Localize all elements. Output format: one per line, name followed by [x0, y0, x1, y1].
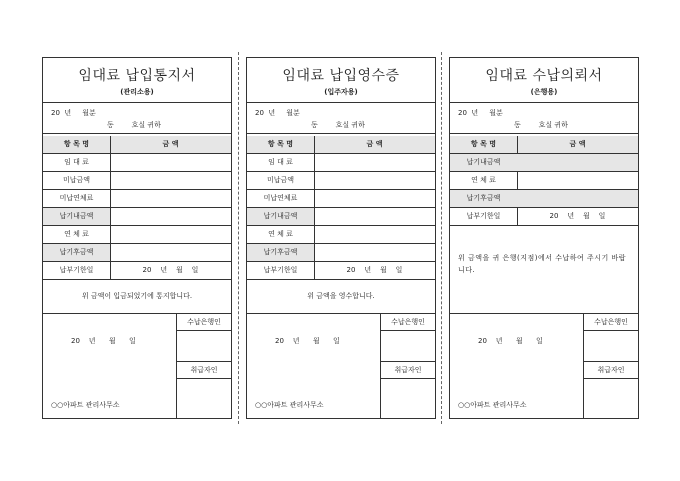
row-value	[314, 244, 435, 261]
row-label: 연 체 료	[43, 226, 111, 243]
row-label: 미납연체료	[43, 190, 111, 207]
form-subtitle: (입주자용)	[324, 88, 358, 96]
table-header	[450, 136, 638, 154]
table-row	[247, 154, 435, 172]
message-text: 위 금액을 귀 은행(지점)에서 수납하여 주시기 바랍니다.	[458, 254, 627, 274]
stamp-column	[176, 314, 231, 418]
row-value	[110, 154, 231, 171]
row-value	[517, 154, 638, 171]
handler-stamp-label: 취급자인	[381, 362, 435, 379]
form-title: 임대료 납입통지서	[78, 68, 196, 84]
table-row	[43, 244, 231, 262]
row-label: 납기내금액	[43, 208, 111, 225]
address-box	[247, 102, 435, 134]
row-value	[314, 190, 435, 207]
header-amount: 금 액	[569, 140, 586, 148]
bank-stamp-label: 수납은행인	[584, 314, 638, 331]
message-box	[247, 280, 435, 314]
issue-date: 20 년 월 일	[275, 337, 340, 345]
row-value	[314, 226, 435, 243]
stamp-column	[380, 314, 435, 418]
header-amount: 금 액	[162, 140, 179, 148]
table-row	[247, 262, 435, 280]
message-text: 위 금액을 영수합니다.	[307, 292, 375, 300]
row-label: 납부기한일	[247, 262, 315, 279]
row-label: 납부기한일	[450, 208, 518, 225]
table-row	[247, 208, 435, 226]
row-label: 납기내금액	[247, 208, 315, 225]
row-value	[110, 190, 231, 207]
row-label: 미납연체료	[247, 190, 315, 207]
row-value: 20 년 월 일	[549, 212, 606, 220]
header-item: 항 목 명	[247, 136, 315, 153]
table-row	[450, 208, 638, 226]
bank-stamp-box	[177, 331, 231, 362]
message-box	[43, 280, 231, 314]
row-value	[314, 172, 435, 189]
form-title: 임대료 수납의뢰서	[485, 68, 603, 84]
table-row	[43, 262, 231, 280]
notice-form	[42, 57, 232, 419]
table-row	[43, 208, 231, 226]
row-label: 미납금액	[247, 172, 315, 189]
form-title-box	[450, 58, 638, 103]
stamp-column	[583, 314, 638, 418]
receipt-form	[246, 57, 436, 419]
header-item: 항 목 명	[43, 136, 111, 153]
row-label: 임 대 료	[43, 154, 111, 171]
table-row	[43, 226, 231, 244]
row-label: 납부기한일	[43, 262, 111, 279]
address-box	[43, 102, 231, 134]
message-box	[450, 226, 638, 314]
table-row	[450, 154, 638, 172]
table-row	[247, 226, 435, 244]
address-box	[450, 102, 638, 134]
period-line: 20 년 월분	[51, 109, 96, 117]
row-value	[110, 208, 231, 225]
recipient-line: 동 호실 귀하	[107, 121, 161, 129]
office-name: ○○아파트 관리사무소	[255, 401, 324, 409]
row-label: 납기후금액	[43, 244, 111, 261]
row-value	[110, 226, 231, 243]
bank-request-form	[449, 57, 639, 419]
signature-area	[450, 314, 638, 418]
row-value	[110, 244, 231, 261]
table-row	[450, 172, 638, 190]
cut-line-2	[441, 52, 442, 424]
message-text: 위 금액이 입금되었기에 통지합니다.	[81, 292, 193, 300]
signature-area	[247, 314, 435, 418]
table-row	[247, 190, 435, 208]
period-line: 20 년 월분	[458, 109, 503, 117]
recipient-line: 동 호실 귀하	[311, 121, 365, 129]
row-value	[110, 172, 231, 189]
table-row	[43, 190, 231, 208]
row-label: 미납금액	[43, 172, 111, 189]
period-line: 20 년 월분	[255, 109, 300, 117]
table-header	[43, 136, 231, 154]
issue-date: 20 년 월 일	[478, 337, 543, 345]
office-name: ○○아파트 관리사무소	[51, 401, 120, 409]
table-row	[450, 190, 638, 208]
handler-stamp-label: 취급자인	[584, 362, 638, 379]
row-label: 납기내금액	[450, 154, 518, 171]
header-item: 항 목 명	[450, 136, 518, 153]
row-value	[314, 154, 435, 171]
form-title: 임대료 납입영수증	[282, 68, 400, 84]
row-value: 20 년 월 일	[142, 266, 199, 274]
row-label: 납기후금액	[450, 190, 518, 207]
row-label: 납기후금액	[247, 244, 315, 261]
form-subtitle: (은행용)	[530, 88, 558, 96]
table-header	[247, 136, 435, 154]
row-value: 20 년 월 일	[346, 266, 403, 274]
bank-stamp-box	[584, 331, 638, 362]
issue-date: 20 년 월 일	[71, 337, 136, 345]
row-label: 연 체 료	[450, 172, 518, 189]
table-row	[43, 172, 231, 190]
row-value	[517, 172, 638, 189]
handler-stamp-label: 취급자인	[177, 362, 231, 379]
bank-stamp-label: 수납은행인	[177, 314, 231, 331]
row-label: 연 체 료	[247, 226, 315, 243]
table-row	[43, 154, 231, 172]
form-title-box	[247, 58, 435, 103]
row-label: 임 대 료	[247, 154, 315, 171]
recipient-line: 동 호실 귀하	[514, 121, 568, 129]
form-title-box	[43, 58, 231, 103]
bank-stamp-box	[381, 331, 435, 362]
cut-line-1	[238, 52, 239, 424]
row-value	[517, 190, 638, 207]
table-row	[247, 172, 435, 190]
office-name: ○○아파트 관리사무소	[458, 401, 527, 409]
bank-stamp-label: 수납은행인	[381, 314, 435, 331]
row-value	[314, 208, 435, 225]
form-subtitle: (관리소용)	[120, 88, 154, 96]
signature-area	[43, 314, 231, 418]
header-amount: 금 액	[366, 140, 383, 148]
table-row	[247, 244, 435, 262]
